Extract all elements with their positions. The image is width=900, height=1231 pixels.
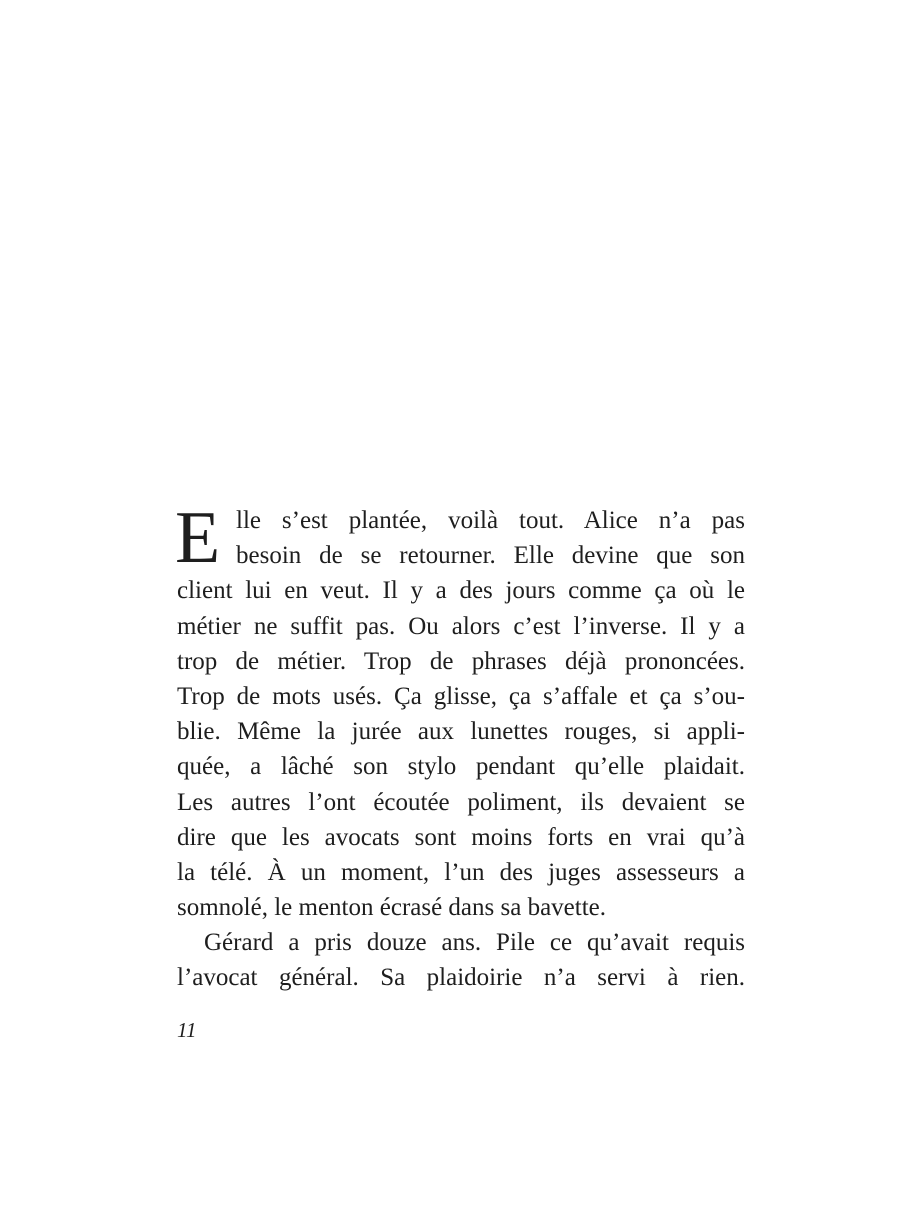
page-number: 11 — [177, 1018, 197, 1042]
text-line: besoin de se retourner. Elle devine que son — [236, 542, 745, 570]
text-line: Les autres l’ont écoutée poliment, ils devaient se — [177, 788, 745, 816]
text-line: trop de métier. Trop de phrases déjà prononcées. — [177, 647, 745, 675]
text-line: l’avocat général. Sa plaidoirie n’a servi à rien. — [177, 964, 745, 992]
text-line: dire que les avocats sont moins forts en vrai qu’à — [177, 823, 745, 851]
text-line: lle s’est plantée, voilà tout. Alice n’a pas — [236, 507, 745, 534]
text-line: la télé. À un moment, l’un des juges assesseurs a — [177, 858, 745, 886]
text-line: somnolé, le menton écrasé dans sa bavette. — [177, 894, 607, 922]
text-line: blie. Même la jurée aux lunettes rouges, si appli- — [177, 718, 745, 746]
text-line: quée, a lâché son stylo pendant qu’elle plaidait. — [177, 753, 745, 781]
text-line: métier ne suffit pas. Ou alors c’est l’inverse. Il y a — [177, 612, 745, 640]
text-line: Gérard a pris douze ans. Pile ce qu’avait requis — [204, 929, 745, 957]
body-text — [175, 497, 745, 996]
drop-cap: E — [175, 497, 221, 579]
text-line: Trop de mots usés. Ça glisse, ça s’affale et ça s’ou- — [177, 682, 745, 710]
text-line: client lui en veut. Il y a des jours comme ça où le — [177, 577, 745, 605]
